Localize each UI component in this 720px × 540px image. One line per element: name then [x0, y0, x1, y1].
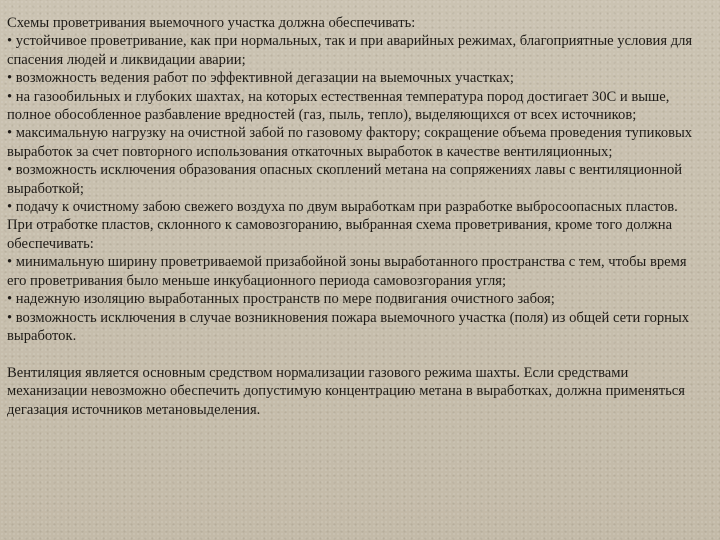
paragraph-intro: Схемы проветривания выемочного участка должна обеспечивать:: [7, 15, 416, 31]
paragraph-conclusion: Вентиляция является основным средством нормализации газового режима шахты. Если средствами механизации невозможно обеспечить допустимую концентрацию метана в выработках, должна применяться дегазация источников метановыделения.: [7, 364, 685, 418]
bullet-methane-accumulation: • возможность исключения образования опасных скоплений метана на сопряжениях лавы с вентиляционной выработкой;: [7, 162, 683, 197]
bullet-fire-exclusion: • возможность исключения в случае возникновения пожара выемочного участка (поля) из общей сети горных выработок.: [7, 309, 690, 344]
bullet-degassing: • возможность ведения работ по эффективной дегазации на выемочных участках;: [7, 70, 514, 87]
bullet-stable-ventilation: • устойчивое проветривание, как при нормальных, так и при аварийных режимах, благоприятные условия для спасения людей и ликвидации аварии;: [7, 33, 693, 68]
bullet-max-load: • максимальную нагрузку на очистной забой по газовому фактору; сокращение объема проведения тупиковых выработок за счет повторного использования откаточных выработок в качестве вентиляционных;: [7, 125, 693, 160]
bullet-min-width: • минимальную ширину проветриваемой призабойной зоны выработанного пространства с тем, чтобы время его проветривания было меньше инкубационного периода самовозгорания угля;: [7, 254, 687, 289]
slide-body-text: [7, 14, 708, 419]
paragraph-spacer: [7, 345, 708, 363]
paragraph-self-ignition: При отработке пластов, склонного к самовозгоранию, выбранная схема проветривания, кроме того должна обеспечивать:: [7, 217, 673, 252]
bullet-fresh-air-supply: • подачу к очистному забою свежего воздуха по двум выработкам при разработке выбросоопасных пластов.: [7, 199, 678, 216]
bullet-gassy-deep-mines: • на газообильных и глубоких шахтах, на которых естественная температура пород достигает 30С и выше, полное обособленное разбавление вредностей (газ, пыль, тепло), выделяющихся от всех источников;: [7, 88, 670, 124]
bullet-isolation: • надежную изоляцию выработанных пространств по мере подвигания очистного забоя;: [7, 291, 555, 308]
